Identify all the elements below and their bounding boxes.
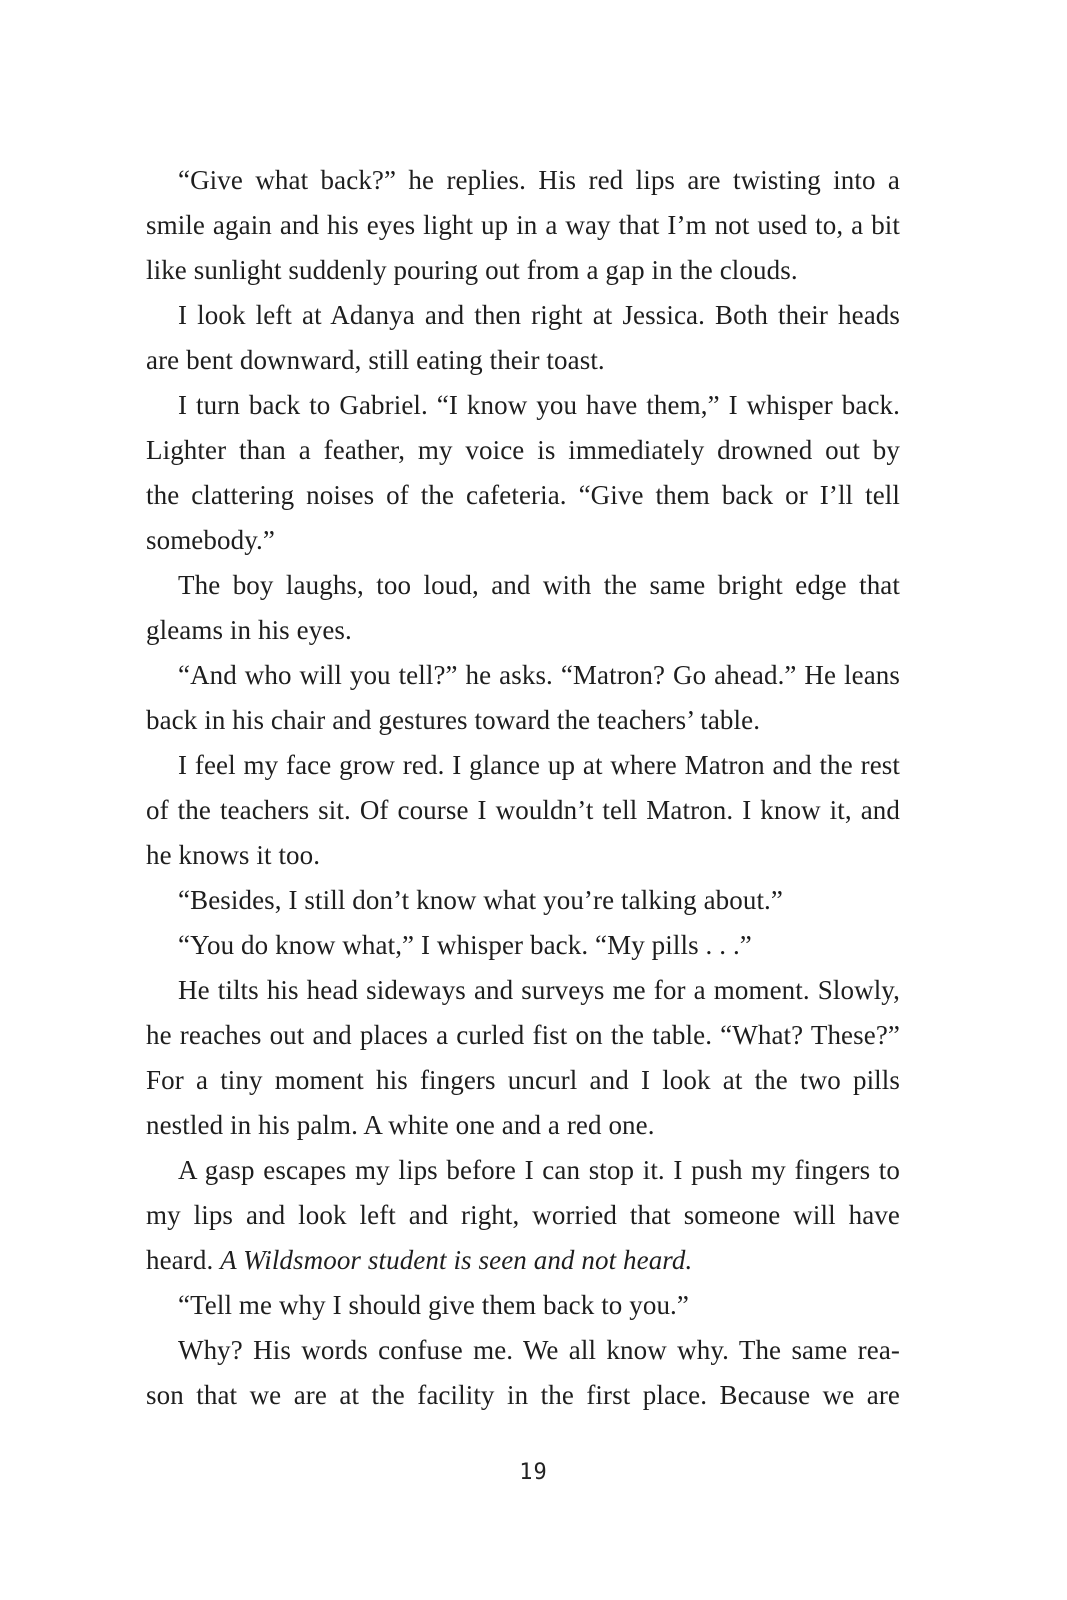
italic-quote: A Wildsmoor student is seen and not heard. bbox=[220, 1245, 693, 1275]
text-line: son that we are at the facility in the first place. Because we are bbox=[146, 1380, 900, 1410]
text-line: are bent downward, still eating their toast. bbox=[146, 345, 605, 375]
text-line: Lighter than a feather, my voice is immediately drowned out by bbox=[146, 435, 900, 465]
text-line: “Besides, I still don’t know what you’re talking about.” bbox=[178, 885, 783, 915]
text-line: “You do know what,” I whisper back. “My pills . . .” bbox=[178, 930, 752, 960]
book-page-text bbox=[146, 158, 900, 1418]
text-line: like sunlight suddenly pouring out from a gap in the clouds. bbox=[146, 255, 798, 285]
text-line: of the teachers sit. Of course I wouldn’t tell Matron. I know it, and bbox=[146, 795, 900, 825]
text-line: “And who will you tell?” he asks. “Matron? Go ahead.” He leans bbox=[178, 660, 900, 690]
text-line: A gasp escapes my lips before I can stop it. I push my fingers to bbox=[178, 1155, 900, 1185]
text-line: he knows it too. bbox=[146, 840, 321, 870]
text-line: He tilts his head sideways and surveys me for a moment. Slowly, bbox=[178, 975, 900, 1005]
text-line: For a tiny moment his fingers uncurl and I look at the two pills bbox=[146, 1065, 900, 1095]
text-line bbox=[146, 1238, 900, 1283]
text-line: gleams in his eyes. bbox=[146, 615, 352, 645]
text-line: the clattering noises of the cafeteria. “Give them back or I’ll tell bbox=[146, 480, 900, 510]
text-run: heard. bbox=[146, 1245, 221, 1275]
text-line: back in his chair and gestures toward the teachers’ table. bbox=[146, 705, 761, 735]
text-line: “Give what back?” he replies. His red lips are twisting into a bbox=[178, 165, 900, 195]
text-line: I turn back to Gabriel. “I know you have them,” I whisper back. bbox=[178, 390, 900, 420]
text-line: somebody.” bbox=[146, 525, 275, 555]
text-line: I feel my face grow red. I glance up at where Matron and the rest bbox=[178, 750, 900, 780]
text-line: I look left at Adanya and then right at Jessica. Both their heads bbox=[178, 300, 900, 330]
text-line: The boy laughs, too loud, and with the same bright edge that bbox=[178, 570, 900, 600]
text-line: “Tell me why I should give them back to you.” bbox=[178, 1290, 689, 1320]
text-line: my lips and look left and right, worried that someone will have bbox=[146, 1200, 900, 1230]
text-line: smile again and his eyes light up in a way that I’m not used to, a bit bbox=[146, 210, 900, 240]
text-line: nestled in his palm. A white one and a red one. bbox=[146, 1110, 655, 1140]
text-line: Why? His words confuse me. We all know why. The same rea- bbox=[178, 1335, 900, 1365]
text-line: he reaches out and places a curled fist on the table. “What? These?” bbox=[146, 1020, 900, 1050]
page-number: 19 bbox=[519, 1460, 548, 1485]
